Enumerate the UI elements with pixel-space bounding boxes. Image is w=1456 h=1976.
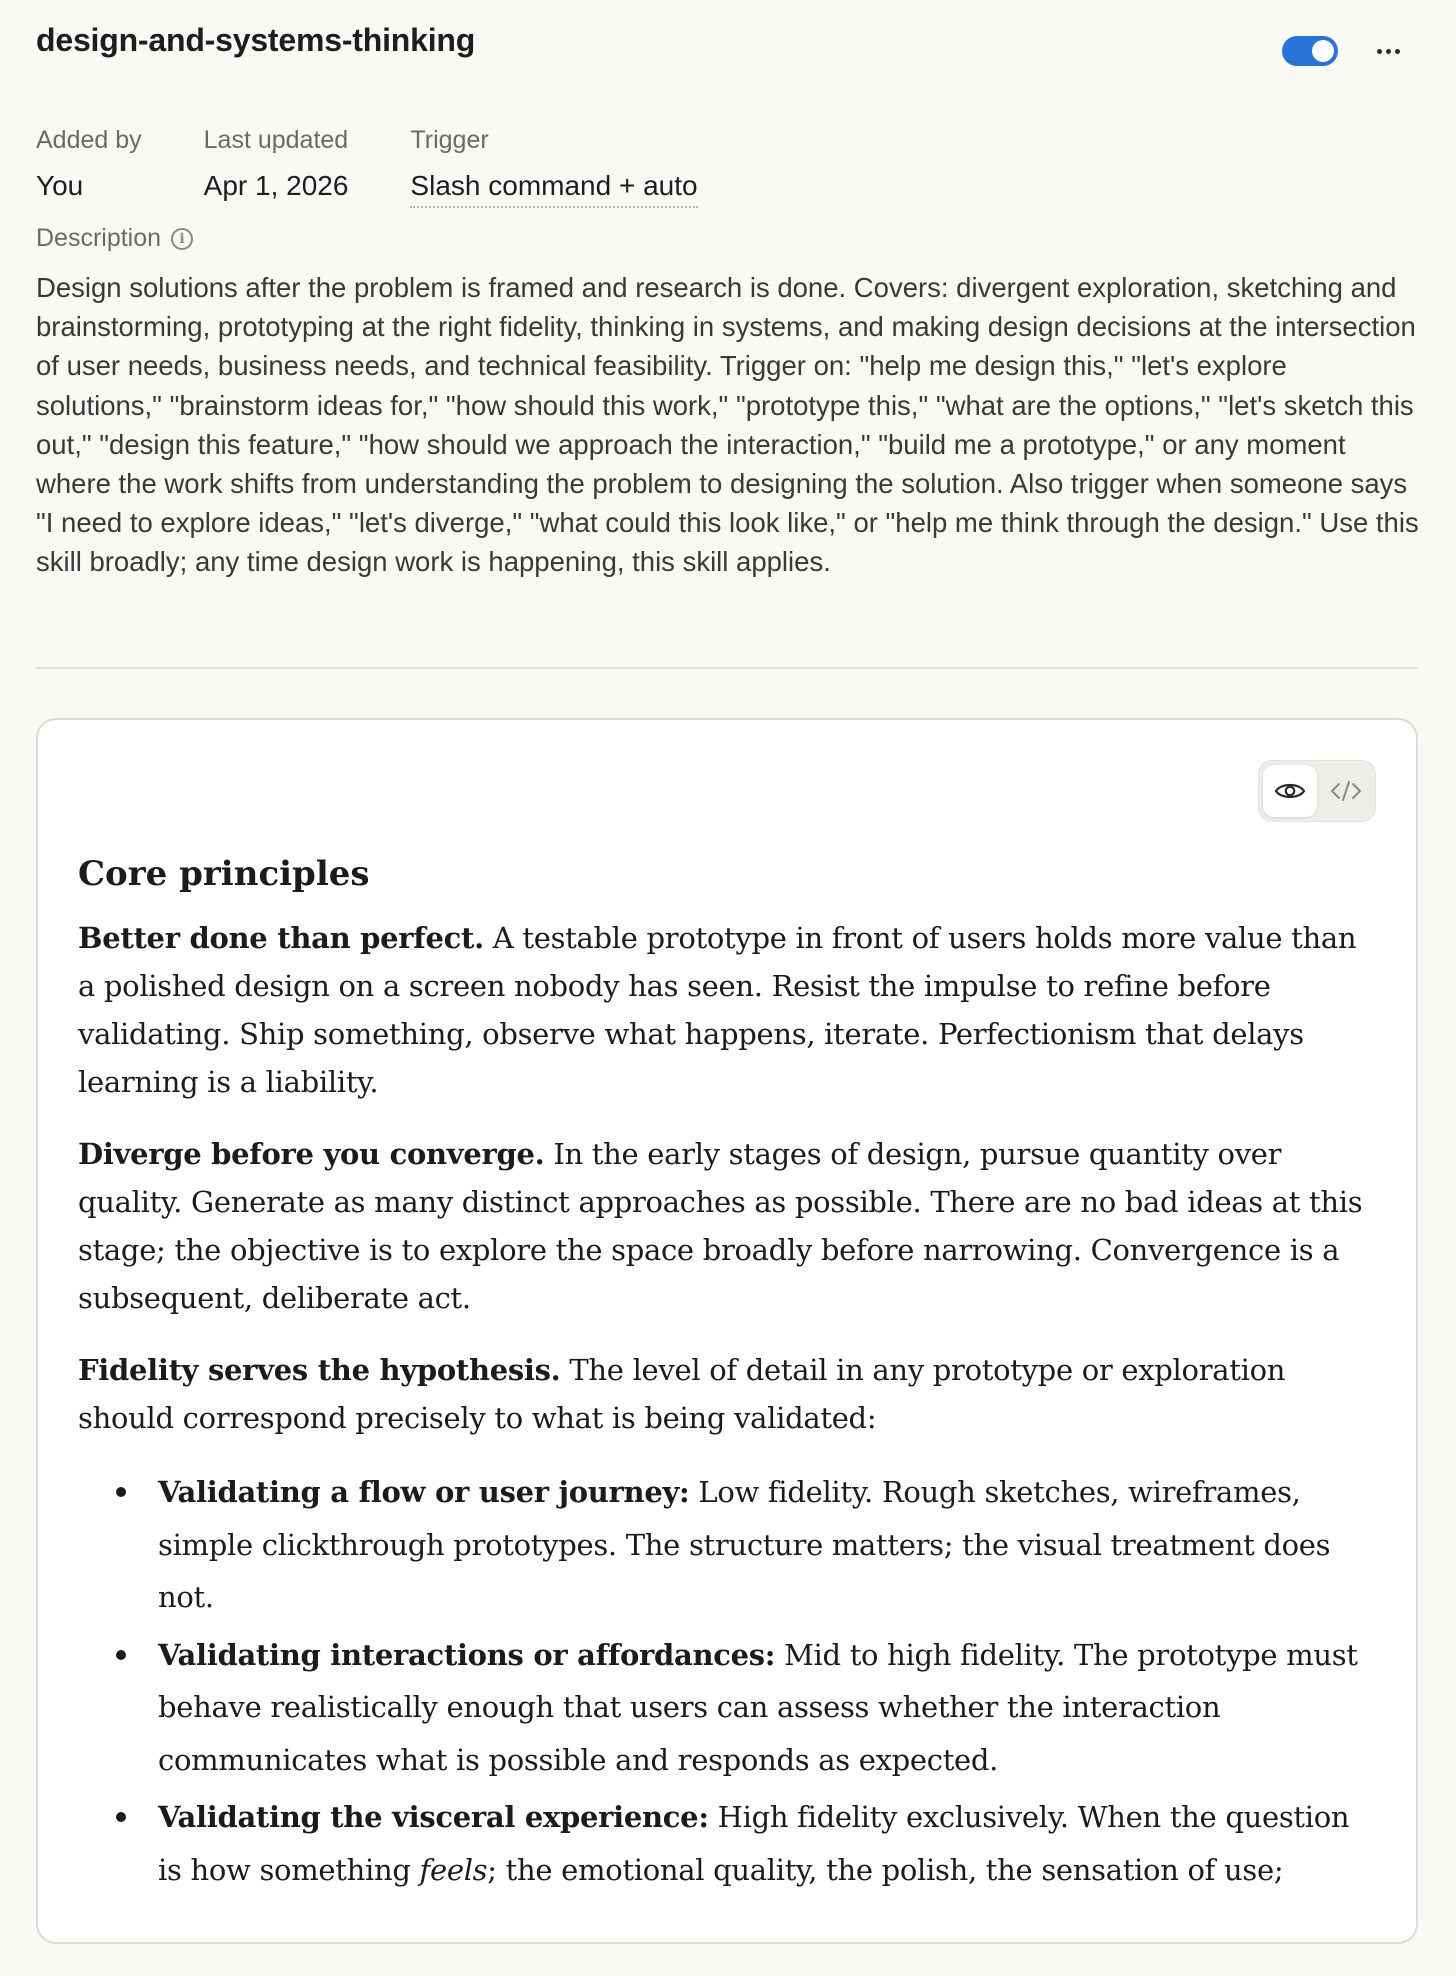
last-updated-label: Last updated xyxy=(203,126,349,154)
skill-enabled-toggle[interactable] xyxy=(1282,36,1338,66)
description-text: Design solutions after the problem is framed and research is done. Covers: divergent exploration, sketching and brainstorming, prototyping at the right fidelity, thinking in systems, and making design decisions at the intersection of user needs, business needs, and technical feasibility. Trigger on: "help me design this," "let's explore solutions," "brainstorm ideas for," "how should this work," "prototype this," "what are the options," "let's sketch this out," "design this feature," "how should we approach the interaction," "build me a prototype," or any moment where the work shifts from understanding the problem to designing the solution. Also trigger when someone says "I need to explore ideas," "let's diverge," "what could this look like," or "help me think through the design." Use this skill broadly; any time design work is happening, this skill applies. xyxy=(36,272,1419,578)
last-updated-value: Apr 1, 2026 xyxy=(203,170,349,201)
preview-heading: Core principles xyxy=(78,854,370,894)
added-by-label: Added by xyxy=(36,126,142,154)
last-updated xyxy=(204,124,349,208)
principle-text: In the early stages of design, pursue quantity over quality. Generate as many distinct approaches as possible. There are no bad ideas at this stage; the objective is to explore the space broadly before narrowing. Convergence is a subsequent, deliberate act. xyxy=(78,1137,1363,1315)
toggle-knob xyxy=(1312,40,1334,62)
trigger xyxy=(410,124,697,208)
list-item-text: Mid to high fidelity. The prototype must behave realistically enough that users can assess whether the interaction communicates what is possible and responds as expected. xyxy=(158,1637,1358,1777)
list-item-title: Validating a flow or user journey: xyxy=(158,1475,690,1509)
more-horizontal-icon-dot xyxy=(1395,49,1400,54)
list-item-title: Validating interactions or affordances: xyxy=(158,1637,776,1672)
trigger-label: Trigger xyxy=(410,126,489,154)
fidelity-list xyxy=(78,1466,1378,1896)
more-horizontal-icon-dot xyxy=(1386,49,1391,54)
skill-preview-content xyxy=(78,848,1378,1901)
principle-title: Fidelity serves the hypothesis. xyxy=(78,1353,561,1387)
section-divider xyxy=(36,667,1418,669)
list-item xyxy=(158,1791,1378,1896)
principle-paragraph xyxy=(78,1346,1378,1442)
list-item xyxy=(158,1629,1378,1787)
list-item-text: ; the emotional quality, the polish, the sensation of use; xyxy=(487,1852,1284,1887)
info-icon[interactable]: i xyxy=(171,228,193,250)
skill-header xyxy=(36,0,1420,100)
trigger-value[interactable]: Slash command + auto xyxy=(410,168,697,208)
list-item-emphasis: feels xyxy=(419,1852,488,1887)
principle-text: A testable prototype in front of users holds more value than a polished design on a screen nobody has seen. Resist the impulse to refine before validating. Ship something, observe what happens, iterate. Perfectionism that delays learning is a liability. xyxy=(78,921,1357,1099)
skill-title: design-and-systems-thinking xyxy=(36,22,476,58)
list-item-text: Low fidelity. Rough sketches, wireframes, simple clickthrough prototypes. The structure matters; the visual treatment does not. xyxy=(158,1475,1331,1614)
eye-icon xyxy=(1274,780,1306,802)
skill-content-card xyxy=(36,718,1418,1944)
principle-paragraph xyxy=(78,1130,1378,1322)
code-icon xyxy=(1330,779,1362,803)
preview-mode-button[interactable] xyxy=(1263,765,1317,817)
list-item-text: High fidelity exclusively. When the question is how something xyxy=(158,1800,1350,1887)
added-by-value: You xyxy=(36,170,84,201)
added-by xyxy=(36,124,142,208)
list-item xyxy=(158,1466,1378,1624)
code-mode-button[interactable] xyxy=(1319,765,1373,817)
principle-title: Better done than perfect. xyxy=(78,921,484,955)
principle-title: Diverge before you converge. xyxy=(78,1137,545,1171)
principle-paragraph xyxy=(78,914,1378,1106)
description-label xyxy=(36,224,193,253)
more-horizontal-icon xyxy=(1377,49,1382,54)
skill-metadata xyxy=(36,124,760,208)
description-label-text: Description xyxy=(36,224,162,252)
list-item-title: Validating the visceral experience: xyxy=(158,1800,709,1834)
more-options-button[interactable] xyxy=(1370,36,1406,66)
principle-text: The level of detail in any prototype or exploration should correspond precisely to what is being validated: xyxy=(78,1353,1286,1435)
view-mode-toggle xyxy=(1258,760,1376,822)
